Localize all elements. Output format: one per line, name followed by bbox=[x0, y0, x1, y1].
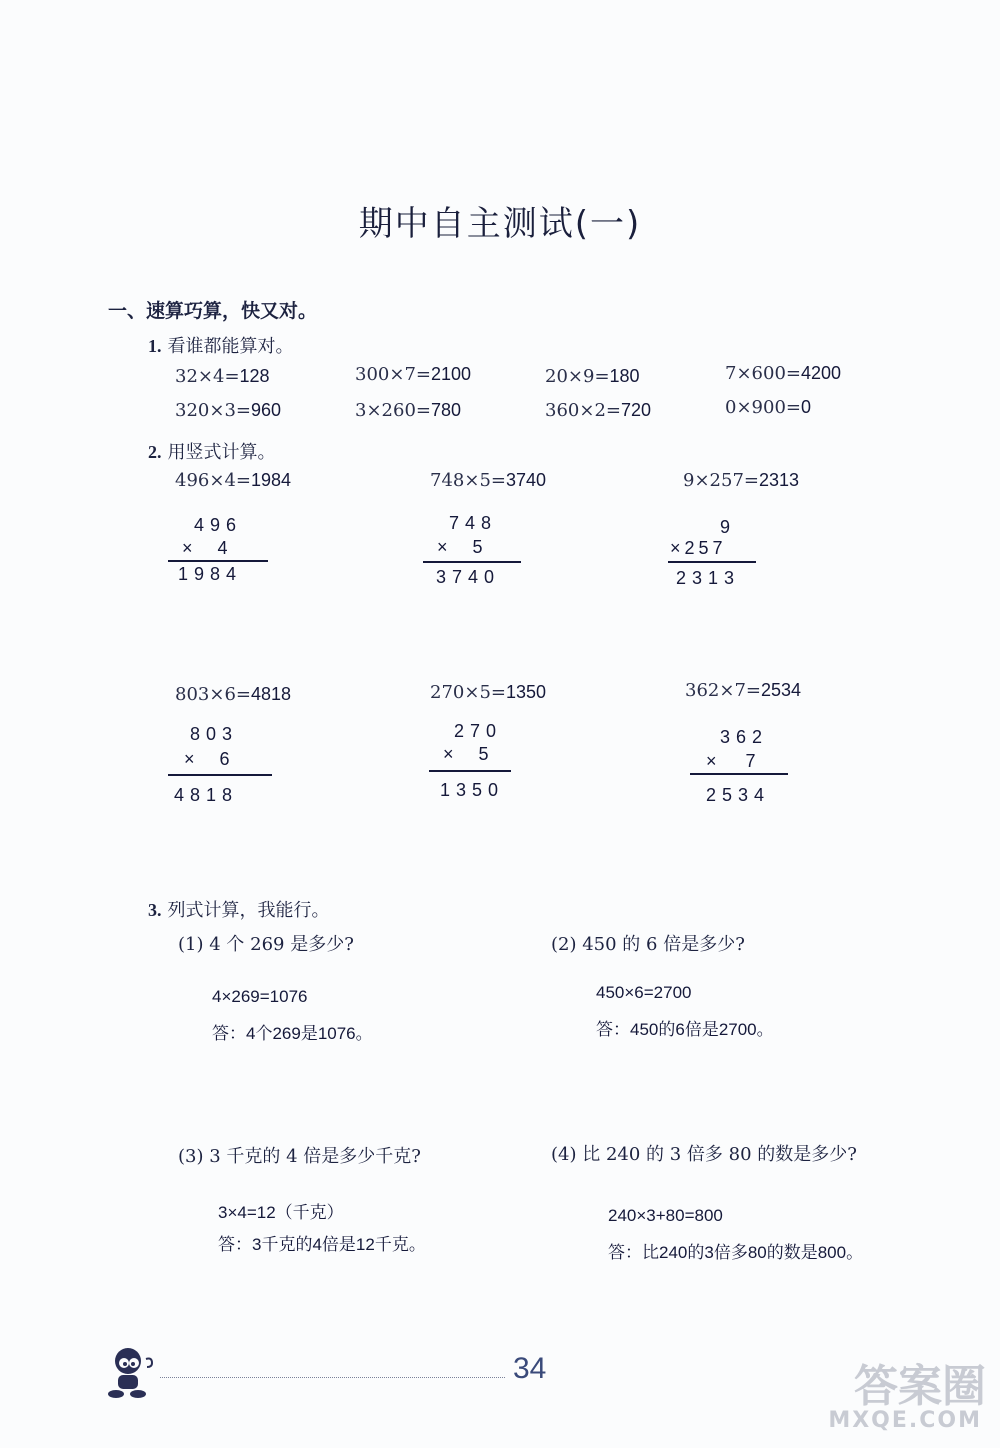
watermark-logo: 答案圈 bbox=[854, 1361, 986, 1412]
vertical-multiplicand: 270 bbox=[454, 721, 503, 741]
oral-item bbox=[355, 400, 461, 421]
oral-answer: 780 bbox=[430, 400, 462, 420]
subsection-3 bbox=[148, 896, 330, 922]
vertical-question-text: 748×5= bbox=[430, 470, 506, 491]
vertical-multiplier: × 4 bbox=[182, 538, 234, 558]
subsection-1-number: 1. bbox=[148, 336, 162, 356]
watermark-url: MXQE.COM bbox=[828, 1408, 982, 1433]
vertical-multiplier: × 7 bbox=[706, 751, 762, 771]
vertical-question bbox=[175, 684, 291, 705]
vertical-question bbox=[685, 680, 801, 701]
oral-question: 360×2= bbox=[545, 400, 621, 421]
vertical-multiplier: × 5 bbox=[437, 537, 489, 557]
vertical-question-answer: 2313 bbox=[758, 470, 800, 490]
vertical-question-answer: 3740 bbox=[505, 470, 547, 490]
subsection-2-text: 用竖式计算。 bbox=[167, 442, 276, 463]
subsection-3-text: 列式计算，我能行。 bbox=[167, 900, 330, 921]
oral-answer: 960 bbox=[250, 400, 282, 420]
vertical-line bbox=[668, 561, 756, 563]
word-problem-answer: 答：4个269是1076。 bbox=[212, 1024, 373, 1043]
oral-question: 300×7= bbox=[355, 364, 431, 385]
section-heading-1: 一、速算巧算，快又对。 bbox=[108, 300, 318, 322]
oral-answer: 0 bbox=[800, 397, 811, 417]
vertical-multiplicand: 9 bbox=[720, 517, 737, 537]
word-problem-question: (3) 3 千克的 4 倍是多少千克? bbox=[178, 1146, 421, 1167]
subsection-2 bbox=[148, 438, 276, 464]
vertical-multiplicand: 362 bbox=[720, 727, 769, 747]
vertical-result: 2313 bbox=[676, 568, 741, 588]
footer-dotted-line bbox=[160, 1377, 505, 1378]
subsection-2-number: 2. bbox=[148, 442, 162, 462]
oral-item bbox=[725, 397, 811, 418]
page-title: 期中自主测试(一) bbox=[358, 204, 642, 244]
word-problem-question: (4) 比 240 的 3 倍多 80 的数是多少? bbox=[551, 1144, 857, 1165]
vertical-multiplicand: 803 bbox=[190, 724, 239, 744]
vertical-question-text: 362×7= bbox=[685, 680, 761, 701]
vertical-question-answer: 1350 bbox=[505, 682, 547, 702]
mascot-icon bbox=[102, 1345, 162, 1400]
oral-answer: 720 bbox=[620, 400, 652, 420]
vertical-line bbox=[168, 774, 272, 776]
vertical-result: 4818 bbox=[174, 785, 239, 805]
vertical-multiplier: × 5 bbox=[443, 744, 495, 764]
word-problem-answer: 答：3千克的4倍是12千克。 bbox=[218, 1235, 426, 1254]
oral-question: 3×260= bbox=[355, 400, 431, 421]
oral-question: 7×600= bbox=[725, 363, 801, 384]
word-problem-equation: 450×6=2700 bbox=[596, 983, 692, 1002]
oral-answer: 4200 bbox=[800, 363, 842, 383]
vertical-multiplier: ×257 bbox=[670, 538, 727, 558]
oral-question: 32×4= bbox=[175, 366, 240, 387]
vertical-line bbox=[168, 560, 268, 562]
vertical-multiplicand: 496 bbox=[194, 515, 243, 535]
word-problem-question: (1) 4 个 269 是多少? bbox=[178, 934, 354, 955]
vertical-question-text: 270×5= bbox=[430, 682, 506, 703]
vertical-result: 1350 bbox=[440, 780, 505, 800]
vertical-question-text: 9×257= bbox=[683, 470, 759, 491]
vertical-question bbox=[175, 470, 291, 491]
oral-item bbox=[355, 364, 471, 385]
oral-item bbox=[545, 366, 640, 387]
vertical-result: 2534 bbox=[706, 785, 771, 805]
vertical-result: 1984 bbox=[178, 564, 243, 584]
oral-answer: 2100 bbox=[430, 364, 472, 384]
oral-item bbox=[725, 363, 841, 384]
vertical-multiplicand: 748 bbox=[449, 513, 498, 533]
vertical-line bbox=[690, 773, 788, 775]
vertical-result: 3740 bbox=[436, 567, 501, 587]
vertical-question-text: 803×6= bbox=[175, 684, 251, 705]
oral-item bbox=[175, 400, 281, 421]
oral-item bbox=[545, 400, 651, 421]
page-number: 34 bbox=[513, 1352, 547, 1385]
word-problem-equation: 4×269=1076 bbox=[212, 987, 308, 1006]
vertical-question bbox=[430, 470, 546, 491]
word-problem-answer: 答：450的6倍是2700。 bbox=[596, 1020, 774, 1039]
subsection-1 bbox=[148, 332, 294, 358]
vertical-line bbox=[423, 561, 521, 563]
vertical-question bbox=[430, 682, 546, 703]
oral-question: 320×3= bbox=[175, 400, 251, 421]
subsection-1-text: 看谁都能算对。 bbox=[167, 336, 294, 357]
oral-item bbox=[175, 366, 270, 387]
word-problem-equation: 240×3+80=800 bbox=[608, 1206, 723, 1225]
word-problem-answer: 答：比240的3倍多80的数是800。 bbox=[608, 1243, 864, 1262]
vertical-line bbox=[429, 770, 511, 772]
word-problem-equation: 3×4=12（千克） bbox=[218, 1203, 344, 1222]
oral-question: 0×900= bbox=[725, 397, 801, 418]
vertical-question bbox=[683, 470, 799, 491]
vertical-multiplier: × 6 bbox=[184, 749, 236, 769]
oral-answer: 128 bbox=[239, 366, 270, 386]
vertical-question-answer: 2534 bbox=[760, 680, 802, 700]
vertical-question-answer: 4818 bbox=[250, 684, 292, 704]
vertical-question-answer: 1984 bbox=[250, 470, 292, 490]
oral-answer: 180 bbox=[609, 366, 640, 386]
subsection-3-number: 3. bbox=[148, 900, 162, 920]
oral-question: 20×9= bbox=[545, 366, 610, 387]
vertical-question-text: 496×4= bbox=[175, 470, 251, 491]
word-problem-question: (2) 450 的 6 倍是多少? bbox=[551, 934, 745, 955]
